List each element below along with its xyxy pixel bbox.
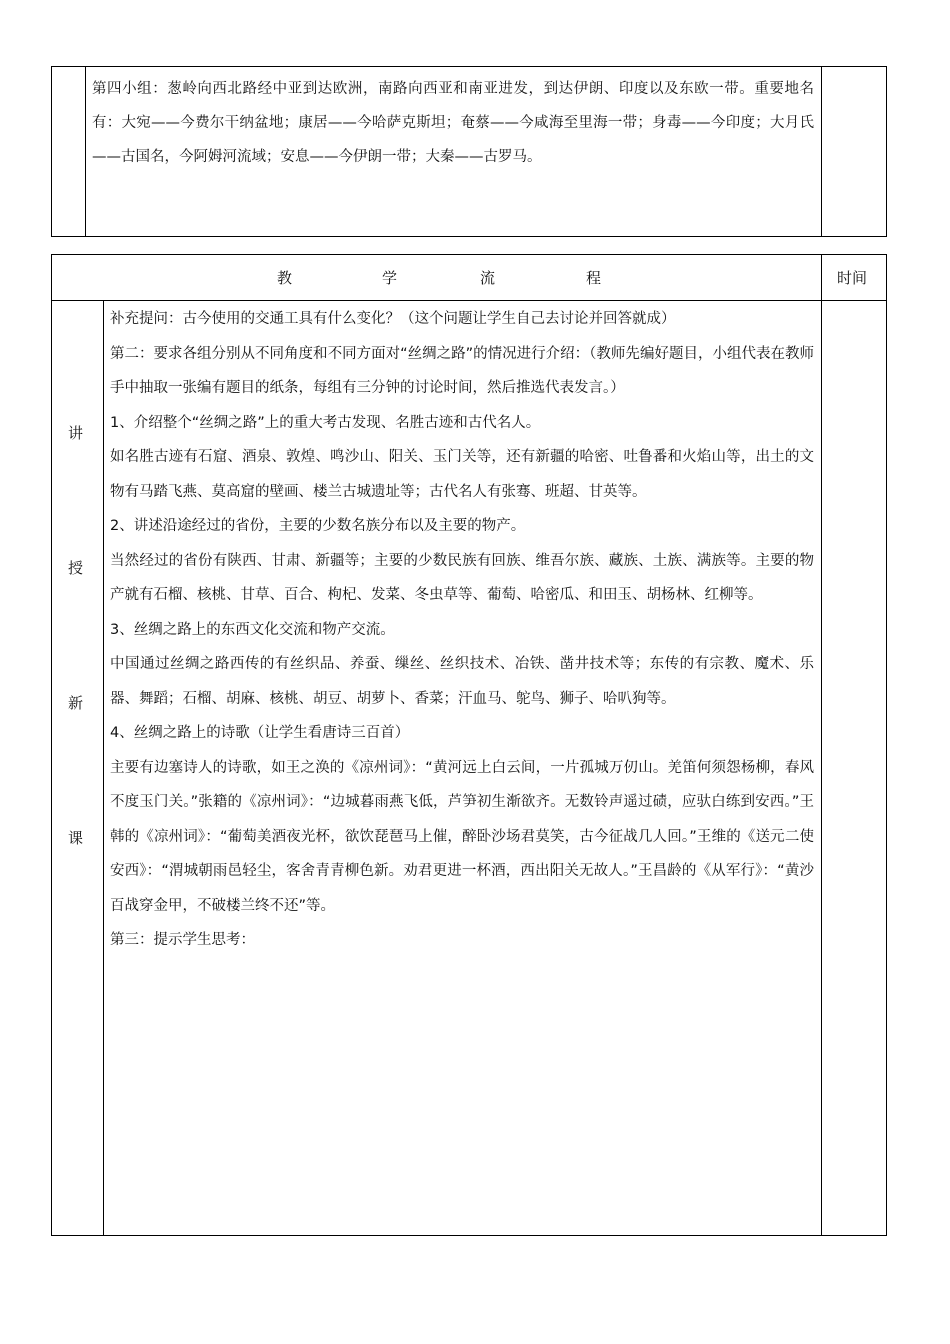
paragraph-third: 第三：提示学生思考： bbox=[110, 932, 255, 948]
paragraph-item-4: 4、丝绸之路上的诗歌（让学生看唐诗三百首） bbox=[110, 725, 410, 741]
paragraph-supplement-question: 补充提问：古今使用的交通工具有什么变化？（这个问题让学生自己去讨论并回答就成） bbox=[110, 311, 676, 327]
teaching-process-table bbox=[51, 254, 887, 1236]
side-label-shou: 授 bbox=[68, 559, 84, 577]
side-label-jiang: 讲 bbox=[68, 424, 84, 442]
header-char-3: 流 bbox=[480, 269, 496, 287]
side-divider bbox=[103, 300, 104, 1235]
header-char-4: 程 bbox=[586, 269, 602, 287]
lesson-content bbox=[110, 302, 814, 958]
table-divider bbox=[85, 67, 86, 236]
time-divider bbox=[821, 255, 822, 1235]
group4-table bbox=[51, 66, 887, 237]
paragraph-item-2: 2、讲述沿途经过的省份，主要的少数名族分布以及主要的物产。 bbox=[110, 518, 526, 534]
paragraph-item-4-detail: 主要有边塞诗人的诗歌，如王之涣的《凉州词》：“黄河远上白云间，一片孤城万仞山。羌笛何须怨杨柳，春风不度玉门关。”张籍的《凉州词》：“边城暮雨燕飞低，芦笋初生渐欲齐。无数铃声遥过碛，应驮白练到安西。”王韩的《凉州词》：“葡萄美酒夜光杯，欲饮琵琶马上催，醉卧沙场君莫笑，古今征战几人回。”王维的《送元二使安西》：“渭城朝雨邑轻尘，客舍青青柳色新。劝君更进一杯酒，西出阳关无故人。”王昌龄的《从军行》：“黄沙百战穿金甲，不破楼兰终不还”等。 bbox=[110, 759, 814, 914]
group4-text: 第四小组：葱岭向西北路经中亚到达欧洲，南路向西亚和南亚进发，到达伊朗、印度以及东欧一带。重要地名有：大宛——今费尔干纳盆地；康居——今哈萨克斯坦；奄蔡——今咸海至里海一带；身毒——今印度；大月氏——古国名，今阿姆河流域；安息——今伊朗一带；大秦——古罗马。 bbox=[92, 81, 814, 165]
side-label-ke: 课 bbox=[68, 829, 84, 847]
header-divider bbox=[52, 300, 886, 301]
time-header: 时间 bbox=[837, 269, 868, 287]
paragraph-item-1-detail: 如名胜古迹有石窟、酒泉、敦煌、鸣沙山、阳关、玉门关等，还有新疆的哈密、吐鲁番和火焰山等，出土的文物有马踏飞燕、莫高窟的壁画、楼兰古城遗址等；古代名人有张骞、班超、甘英等。 bbox=[110, 449, 814, 500]
table-divider bbox=[821, 67, 822, 236]
header-char-1: 教 bbox=[277, 269, 293, 287]
paragraph-item-1: 1、介绍整个“丝绸之路”上的重大考古发现、名胜古迹和古代名人。 bbox=[110, 414, 541, 431]
paragraph-item-2-detail: 当然经过的省份有陕西、甘肃、新疆等；主要的少数民族有回族、维吾尔族、藏族、土族、满族等。主要的物产就有石榴、核桃、甘草、百合、枸杞、发菜、冬虫草等、葡萄、哈密瓜、和田玉、胡杨林、红柳等。 bbox=[110, 552, 814, 603]
paragraph-item-3: 3、丝绸之路上的东西文化交流和物产交流。 bbox=[110, 621, 395, 638]
side-label-xin: 新 bbox=[68, 694, 84, 712]
header-char-2: 学 bbox=[382, 269, 398, 287]
paragraph-second: 第二：要求各组分别从不同角度和不同方面对“丝绸之路”的情况进行介绍：（教师先编好题目，小组代表在教师手中抽取一张编有题目的纸条，每组有三分钟的讨论时间，然后推选代表发言。） bbox=[110, 345, 814, 396]
paragraph-item-3-detail: 中国通过丝绸之路西传的有丝织品、养蚕、缫丝、丝织技术、冶铁、凿井技术等；东传的有宗教、魔术、乐器、舞蹈；石榴、胡麻、核桃、胡豆、胡萝卜、香菜；汗血马、鸵鸟、狮子、哈叭狗等。 bbox=[110, 656, 814, 707]
